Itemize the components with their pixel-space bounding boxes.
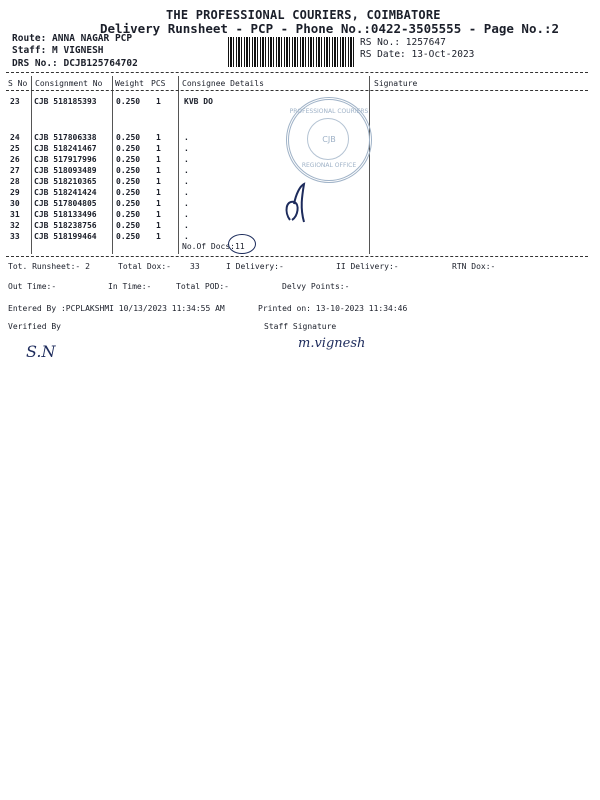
staff-signature: m.vignesh [298, 336, 366, 351]
col-header-sno: S No [8, 79, 28, 88]
handwritten-mark-icon [282, 182, 312, 226]
row-pcs: 1 [156, 155, 161, 164]
header-rule-bottom [6, 90, 588, 91]
row-weight: 0.250 [116, 199, 141, 208]
row-pcs: 1 [156, 166, 161, 175]
table-bottom-rule [6, 256, 588, 257]
row-details: . [184, 155, 189, 164]
row-weight: 0.250 [116, 133, 141, 142]
row-pcs: 1 [156, 199, 161, 208]
row-sno: 33 [10, 232, 20, 241]
stamp-center-text: CJB [322, 135, 336, 144]
ii-delivery: II Delivery:- [336, 262, 399, 271]
row-pcs: 1 [156, 221, 161, 230]
in-time: In Time:- [108, 282, 152, 291]
row-details: . [184, 188, 189, 197]
stamp-ring-text: PROFESSIONAL COURIERS [289, 108, 369, 115]
row-consignment: CJB 517917996 [34, 155, 97, 164]
row-details: . [184, 199, 189, 208]
col-divider [112, 76, 113, 254]
total-dox-label: Total Dox:- [118, 262, 171, 271]
handwritten-circle [228, 234, 256, 254]
total-dox-value: 33 [190, 262, 200, 271]
row-details: . [184, 221, 189, 230]
row-details: . [184, 144, 189, 153]
entered-by: Entered By :PCPLAKSHMI 10/13/2023 11:34:55 AM [8, 304, 225, 313]
rs-date: RS Date: 13-Oct-2023 [360, 49, 475, 60]
row-sno: 25 [10, 144, 20, 153]
row-weight: 0.250 [116, 144, 141, 153]
verified-by-label: Verified By [8, 322, 61, 331]
staff: Staff: M VIGNESH [12, 45, 104, 56]
col-divider [178, 76, 179, 254]
col-header-weight: Weight [115, 79, 144, 88]
row-pcs: 1 [156, 144, 161, 153]
drs-number: DRS No.: DCJB125764702 [12, 58, 138, 69]
rs-number: RS No.: 1257647 [360, 37, 446, 48]
row-weight: 0.250 [116, 166, 141, 175]
row-weight: 0.250 [116, 155, 141, 164]
row-sno: 32 [10, 221, 20, 230]
tot-runsheet: Tot. Runsheet:- 2 [8, 262, 90, 271]
col-header-consignment: Consignment No [35, 79, 103, 88]
row-consignment: CJB 518199464 [34, 232, 97, 241]
row-details: . [184, 166, 189, 175]
row-sno: 31 [10, 210, 20, 219]
row-consignment: CJB 518133496 [34, 210, 97, 219]
verified-signature: S.N [26, 342, 56, 361]
row-weight: 0.250 [116, 221, 141, 230]
header-rule-top [6, 72, 588, 73]
row-consignment: CJB 518185393 [34, 97, 97, 106]
row-sno: 24 [10, 133, 20, 142]
row-consignment: CJB 518241424 [34, 188, 97, 197]
runsheet-title: Delivery Runsheet - PCP - Phone No.:0422-3505555 - Page No.:2 [100, 21, 560, 36]
row-pcs: 1 [156, 133, 161, 142]
row-sno: 23 [10, 97, 20, 106]
out-time: Out Time:- [8, 282, 57, 291]
total-pod: Total POD:- [176, 282, 229, 291]
i-delivery: I Delivery:- [226, 262, 284, 271]
row-sno: 29 [10, 188, 20, 197]
row-details: . [184, 210, 189, 219]
route: Route: ANNA NAGAR PCP [12, 33, 133, 44]
row-pcs: 1 [156, 232, 161, 241]
row-details: KVB DO [184, 97, 213, 106]
col-divider [31, 76, 32, 254]
row-pcs: 1 [156, 210, 161, 219]
row-sno: 26 [10, 155, 20, 164]
no-of-docs-label: No.Of Docs: [182, 242, 235, 251]
no-of-docs-value: 11 [235, 242, 245, 251]
row-consignment: CJB 518093489 [34, 166, 97, 175]
col-divider [369, 76, 370, 254]
row-consignment: CJB 518210365 [34, 177, 97, 186]
office-stamp [286, 97, 372, 183]
row-consignment: CJB 517806338 [34, 133, 97, 142]
col-header-consignee: Consignee Details [182, 79, 264, 88]
row-weight: 0.250 [116, 97, 141, 106]
row-weight: 0.250 [116, 210, 141, 219]
printed-on: Printed on: 13-10-2023 11:34:46 [258, 304, 408, 313]
row-details: . [184, 232, 189, 241]
row-weight: 0.250 [116, 232, 141, 241]
col-header-signature: Signature [374, 79, 418, 88]
row-weight: 0.250 [116, 188, 141, 197]
row-sno: 30 [10, 199, 20, 208]
staff-signature-label: Staff Signature [264, 322, 337, 331]
row-pcs: 1 [156, 177, 161, 186]
row-pcs: 1 [156, 188, 161, 197]
row-details: . [184, 177, 189, 186]
col-header-pcs: PCS [151, 79, 166, 88]
stamp-bottom-text: REGIONAL OFFICE [301, 162, 357, 169]
row-consignment: CJB 517804805 [34, 199, 97, 208]
row-sno: 28 [10, 177, 20, 186]
row-weight: 0.250 [116, 177, 141, 186]
barcode [228, 37, 354, 67]
row-details: . [184, 133, 189, 142]
company-name: THE PROFESSIONAL COURIERS, COIMBATORE [166, 8, 441, 22]
row-sno: 27 [10, 166, 20, 175]
rtn-dox: RTN Dox:- [452, 262, 496, 271]
delvy-points: Delvy Points:- [282, 282, 350, 291]
row-consignment: CJB 518238756 [34, 221, 97, 230]
row-consignment: CJB 518241467 [34, 144, 97, 153]
row-pcs: 1 [156, 97, 161, 106]
